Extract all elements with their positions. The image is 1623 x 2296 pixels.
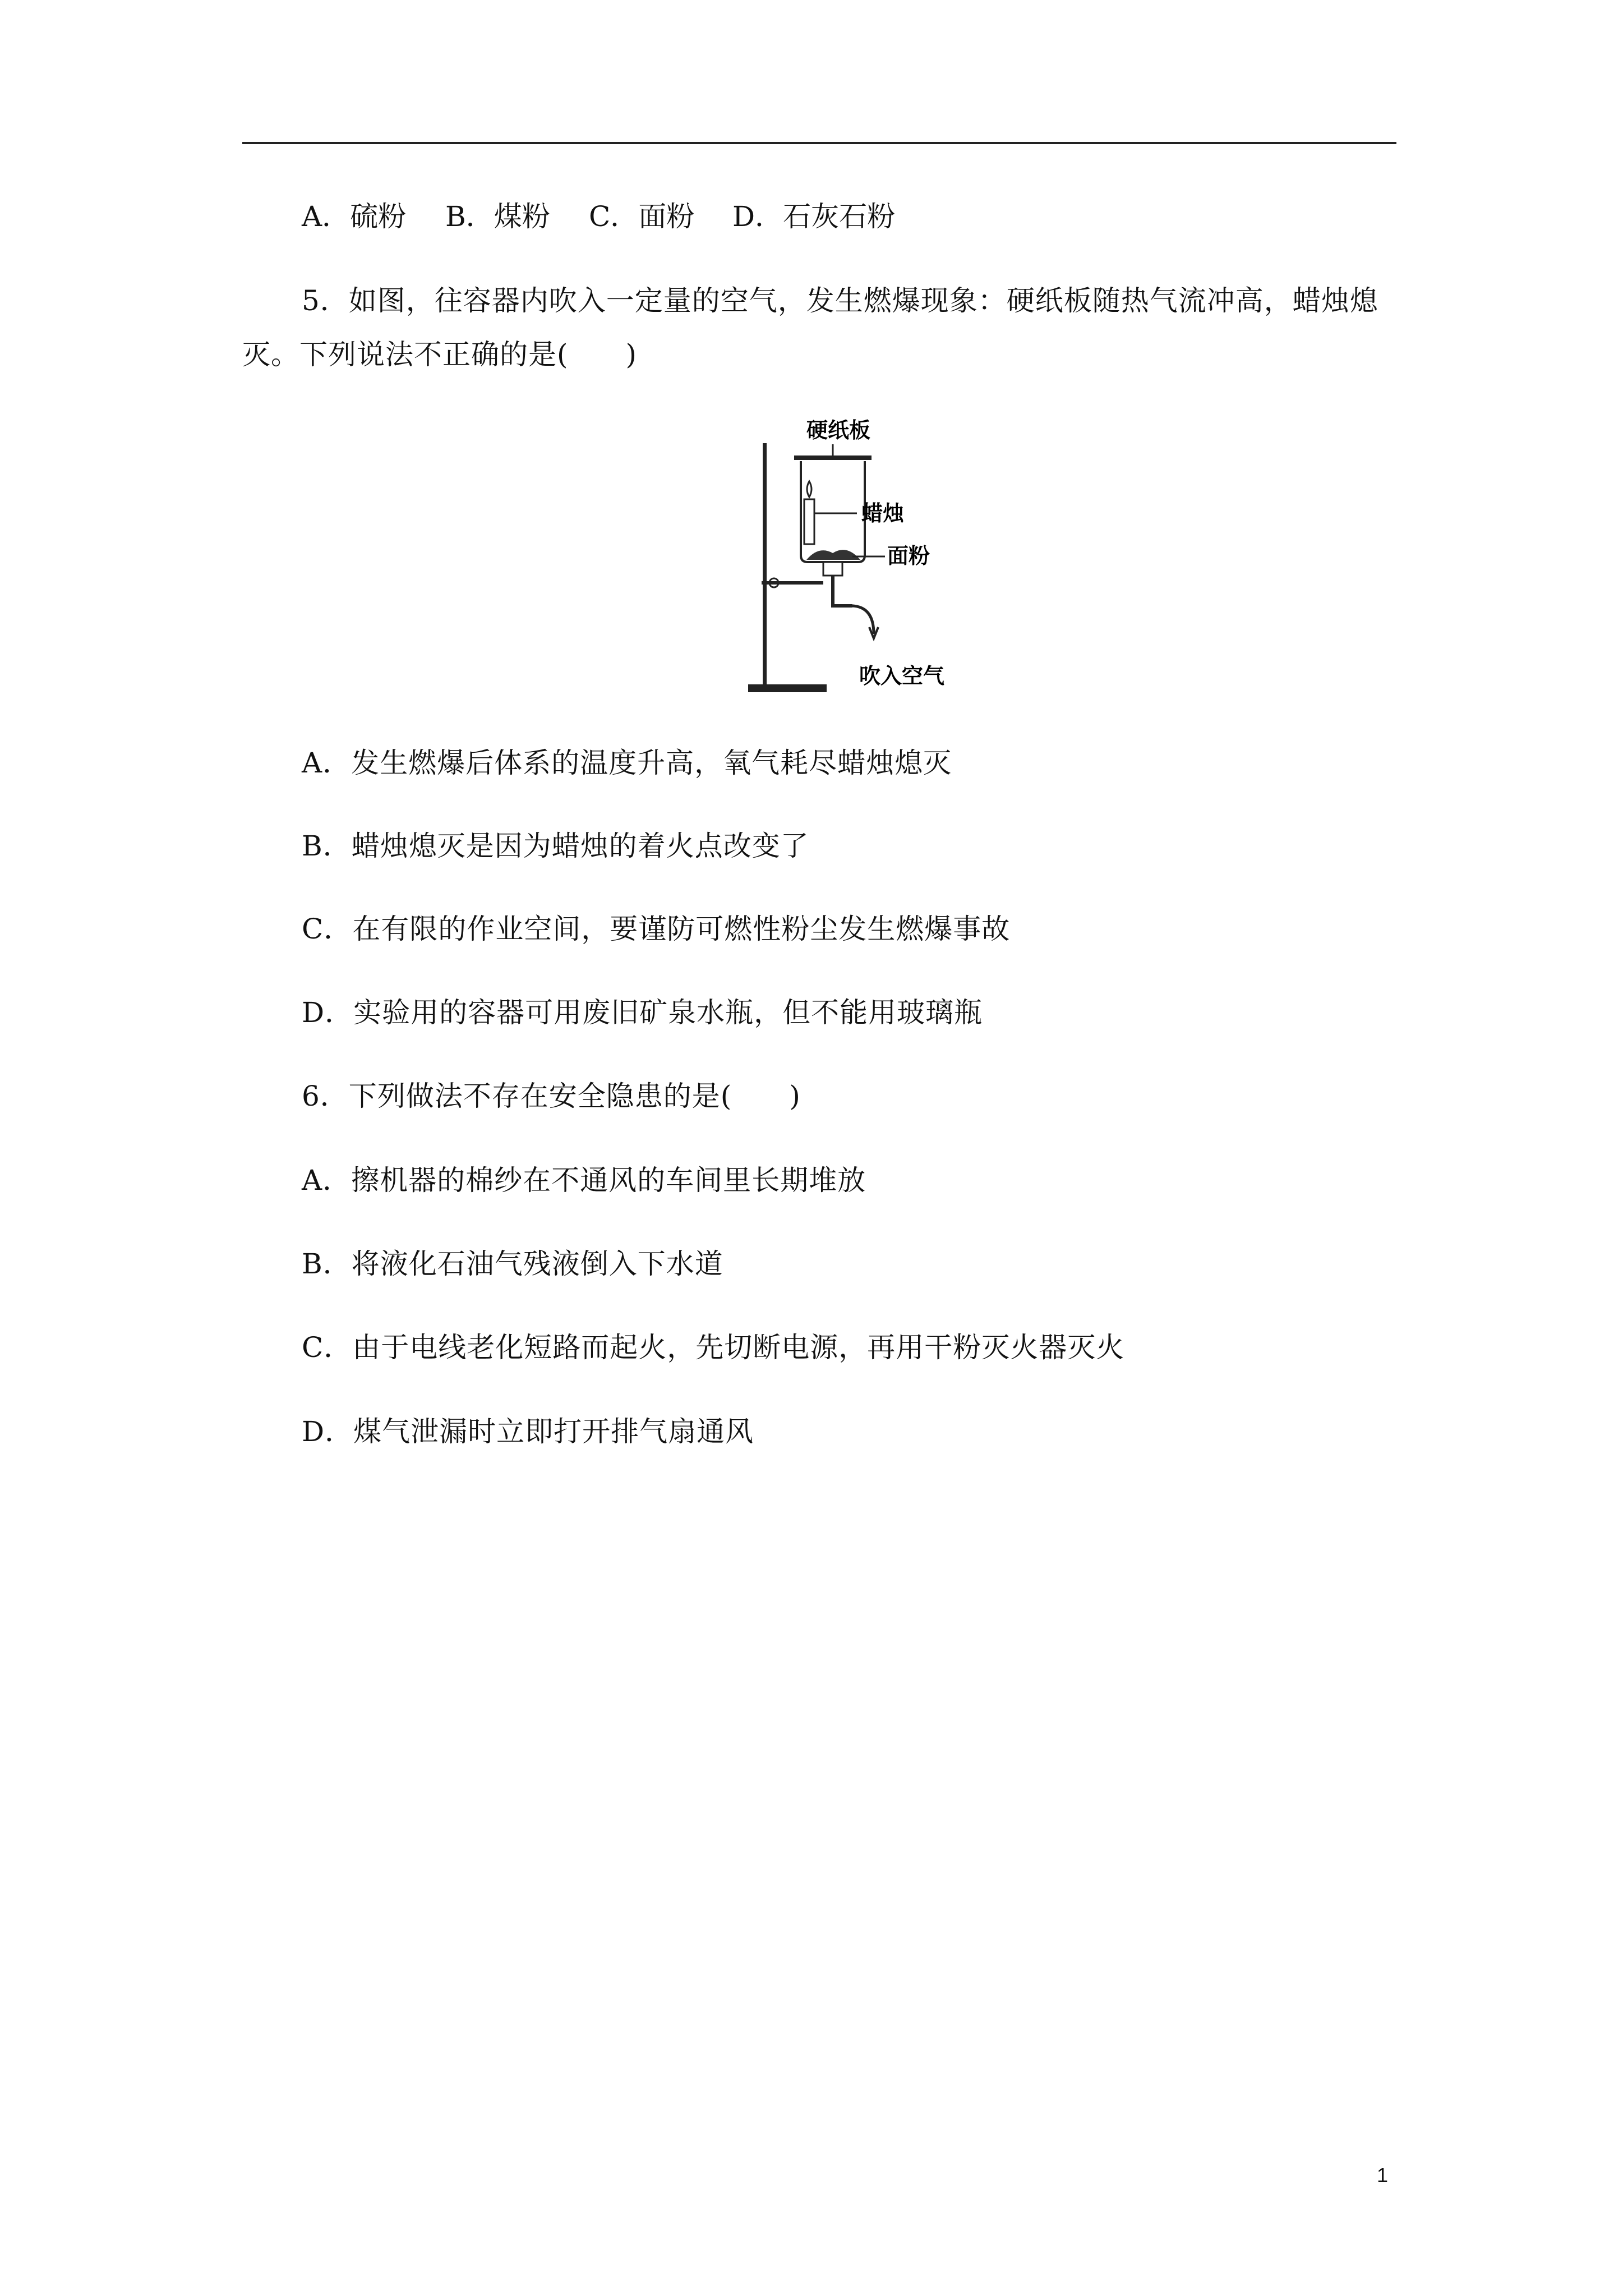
- q6-stem: 6．下列做法不存在安全隐患的是( ): [302, 1080, 801, 1112]
- label-blow-air: 吹入空气: [859, 664, 945, 688]
- q6-option-d: D．煤气泄漏时立即打开排气扇通风: [302, 1415, 754, 1448]
- q5-option-b: B．蜡烛熄灭是因为蜡烛的着火点改变了: [302, 830, 809, 862]
- q5-option-a: A．发生燃爆后体系的温度升高，氧气耗尽蜡烛熄灭: [302, 747, 952, 779]
- clamp-bar: [762, 581, 823, 585]
- q4-option-d: D．石灰石粉: [732, 200, 896, 233]
- cardboard-shape: [794, 455, 872, 460]
- stand-rod: [763, 443, 767, 685]
- flame-shape: [807, 481, 811, 497]
- q5-stem-line1: 5．如图，往容器内吹入一定量的空气，发生燃爆现象：硬纸板随热气流冲高，蜡烛熄: [302, 284, 1378, 317]
- page-number: 1: [1377, 2164, 1389, 2187]
- header-rule: [242, 142, 1396, 144]
- q4-option-b: B．煤粉: [445, 200, 550, 233]
- candle-shape: [804, 499, 814, 544]
- q6-option-c: C．由于电线老化短路而起火，先切断电源，再用干粉灭火器灭火: [302, 1331, 1125, 1364]
- q5-figure: [740, 415, 976, 701]
- q5-option-c: C．在有限的作业空间，要谨防可燃性粉尘发生燃爆事故: [302, 913, 1011, 945]
- dust-explosion-apparatus: [740, 415, 976, 701]
- q4-option-a: A．硫粉: [302, 200, 407, 233]
- q6-option-a: A．擦机器的棉纱在不通风的车间里长期堆放: [302, 1164, 866, 1197]
- flour-shape: [806, 550, 860, 560]
- q6-option-b: B．将液化石油气残液倒入下水道: [302, 1248, 723, 1280]
- q5-stem-line2: 灭。下列说法不正确的是( ): [242, 338, 638, 371]
- tube-connector: [823, 562, 842, 576]
- label-flour: 面粉: [887, 544, 930, 568]
- label-cardboard: 硬纸板: [806, 418, 871, 443]
- air-tube: [833, 576, 852, 606]
- q5-option-d: D．实验用的容器可用废旧矿泉水瓶，但不能用玻璃瓶: [302, 996, 983, 1029]
- label-candle: 蜡烛: [861, 501, 905, 526]
- stand-base: [748, 684, 827, 692]
- q4-option-c: C．面粉: [589, 200, 695, 233]
